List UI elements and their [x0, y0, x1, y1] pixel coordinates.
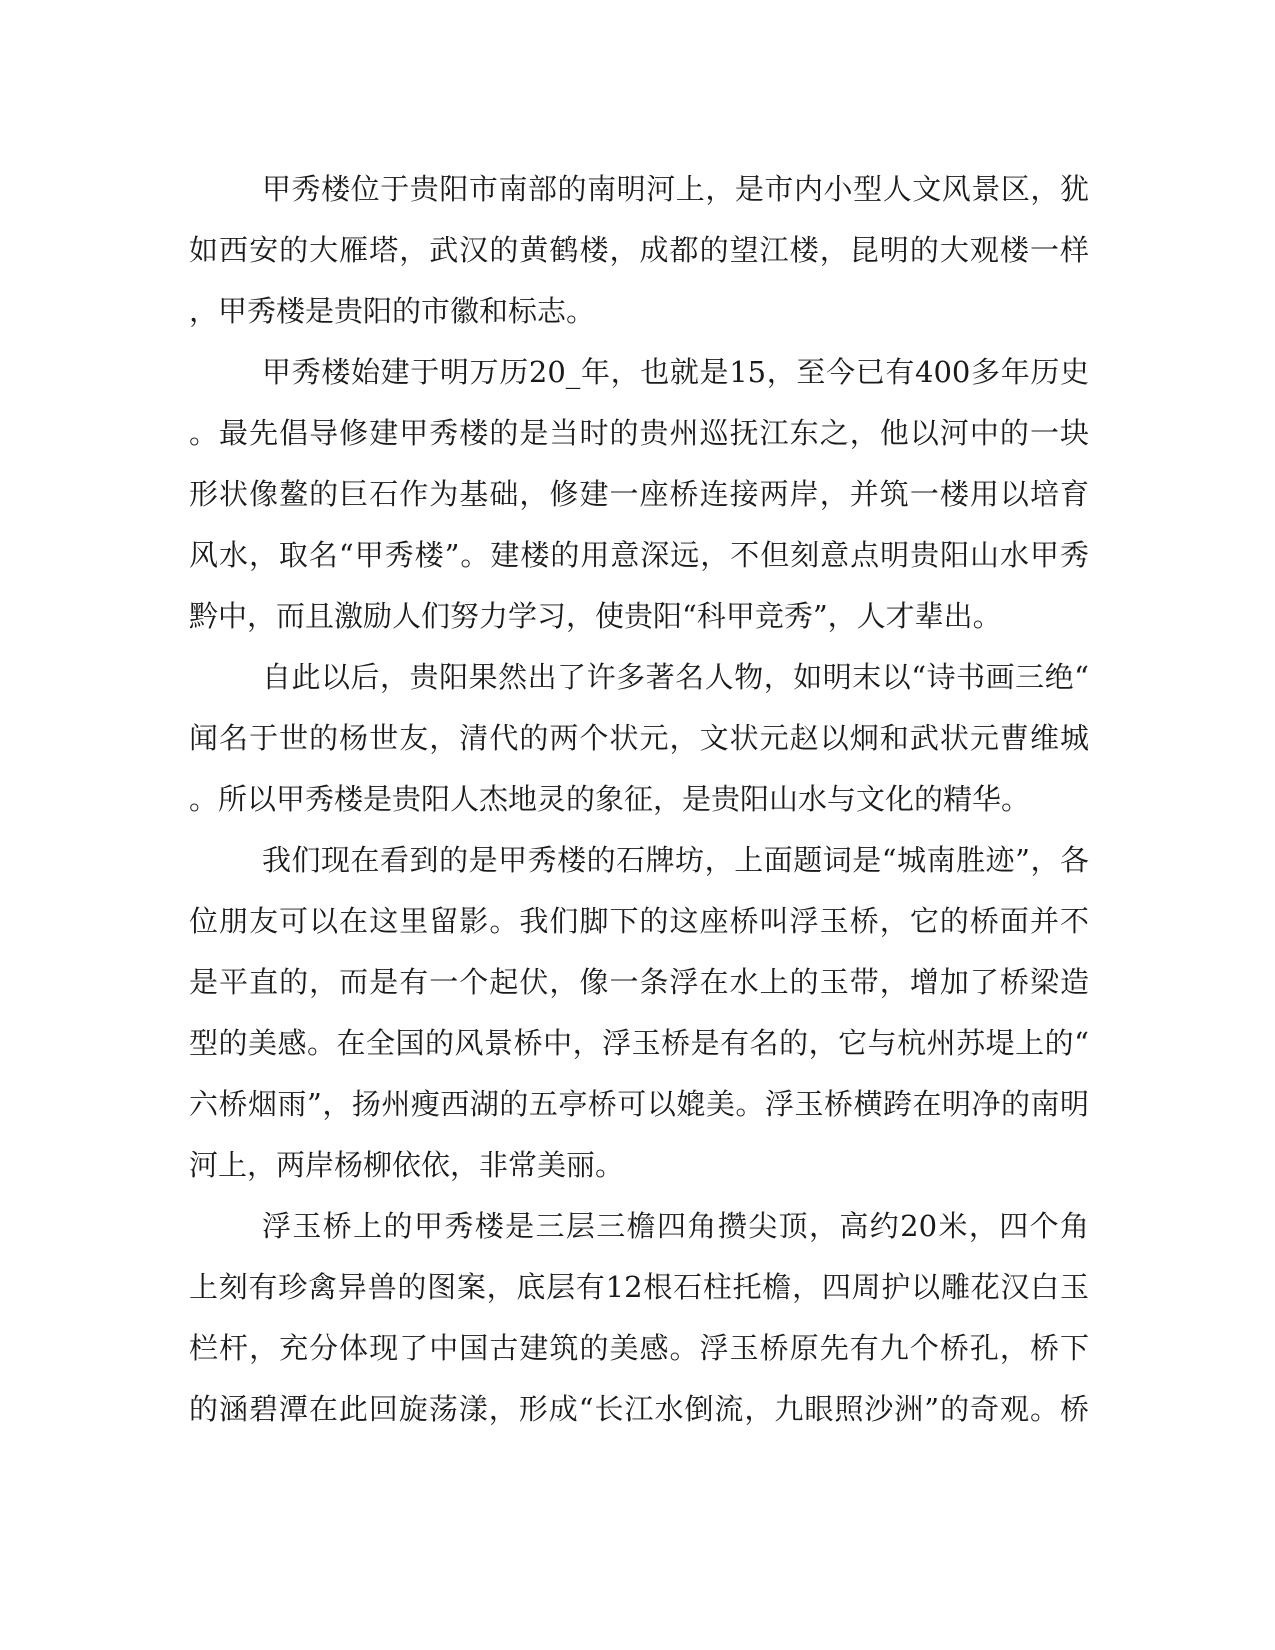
text-line: 的涵碧潭在此回旋荡漾，形成“长江水倒流，九眼照沙洲”的奇观。桥	[189, 1392, 1089, 1426]
text-line: 。所以甲秀楼是贵阳人杰地灵的象征，是贵阳山水与文化的精华。	[189, 782, 1031, 816]
text-line: 自此以后，贵阳果然出了许多著名人物，如明末以“诗书画三绝“	[262, 660, 1089, 694]
text-line: 黔中，而且激励人们努力学习，使贵阳“科甲竞秀”，人才辈出。	[189, 599, 1002, 633]
text-line: 如西安的大雁塔，武汉的黄鹤楼，成都的望江楼，昆明的大观楼一样	[189, 233, 1089, 267]
text-line: 浮玉桥上的甲秀楼是三层三檐四角攒尖顶，高约20米，四个角	[262, 1209, 1089, 1243]
text-line: 上刻有珍禽异兽的图案，底层有12根石柱托檐，四周护以雕花汉白玉	[189, 1270, 1089, 1304]
body-text	[189, 159, 1089, 1440]
text-line: 甲秀楼位于贵阳市南部的南明河上，是市内小型人文风景区，犹	[262, 172, 1089, 206]
text-line: 是平直的，而是有一个起伏，像一条浮在水上的玉带，增加了桥梁造	[189, 965, 1089, 999]
paragraph	[189, 1196, 1089, 1440]
text-line: 甲秀楼始建于明万历20_年，也就是15，至今已有400多年历史	[262, 355, 1089, 389]
text-line: ，甲秀楼是贵阳的市徽和标志。	[189, 294, 596, 328]
text-line: 河上，两岸杨柳依依，非常美丽。	[189, 1148, 625, 1182]
text-line: 位朋友可以在这里留影。我们脚下的这座桥叫浮玉桥，它的桥面并不	[189, 904, 1089, 938]
text-line: 风水，取名“甲秀楼”。建楼的用意深远，不但刻意点明贵阳山水甲秀	[189, 538, 1089, 572]
text-line: 。最先倡导修建甲秀楼的是当时的贵州巡抚江东之，他以河中的一块	[189, 416, 1089, 450]
paragraph	[189, 342, 1089, 647]
paragraph	[189, 830, 1089, 1196]
paragraph	[189, 647, 1089, 830]
text-line: 栏杆，充分体现了中国古建筑的美感。浮玉桥原先有九个桥孔，桥下	[189, 1331, 1089, 1365]
text-line: 型的美感。在全国的风景桥中，浮玉桥是有名的，它与杭州苏堤上的“	[189, 1026, 1089, 1060]
text-line: 我们现在看到的是甲秀楼的石牌坊，上面题词是“城南胜迹”，各	[262, 843, 1089, 877]
paragraph	[189, 159, 1089, 342]
text-line: 形状像鳌的巨石作为基础，修建一座桥连接两岸，并筑一楼用以培育	[189, 477, 1089, 511]
text-line: 六桥烟雨”，扬州瘦西湖的五亭桥可以媲美。浮玉桥横跨在明净的南明	[189, 1087, 1089, 1121]
text-line: 闻名于世的杨世友，清代的两个状元，文状元赵以炯和武状元曹维城	[189, 721, 1089, 755]
